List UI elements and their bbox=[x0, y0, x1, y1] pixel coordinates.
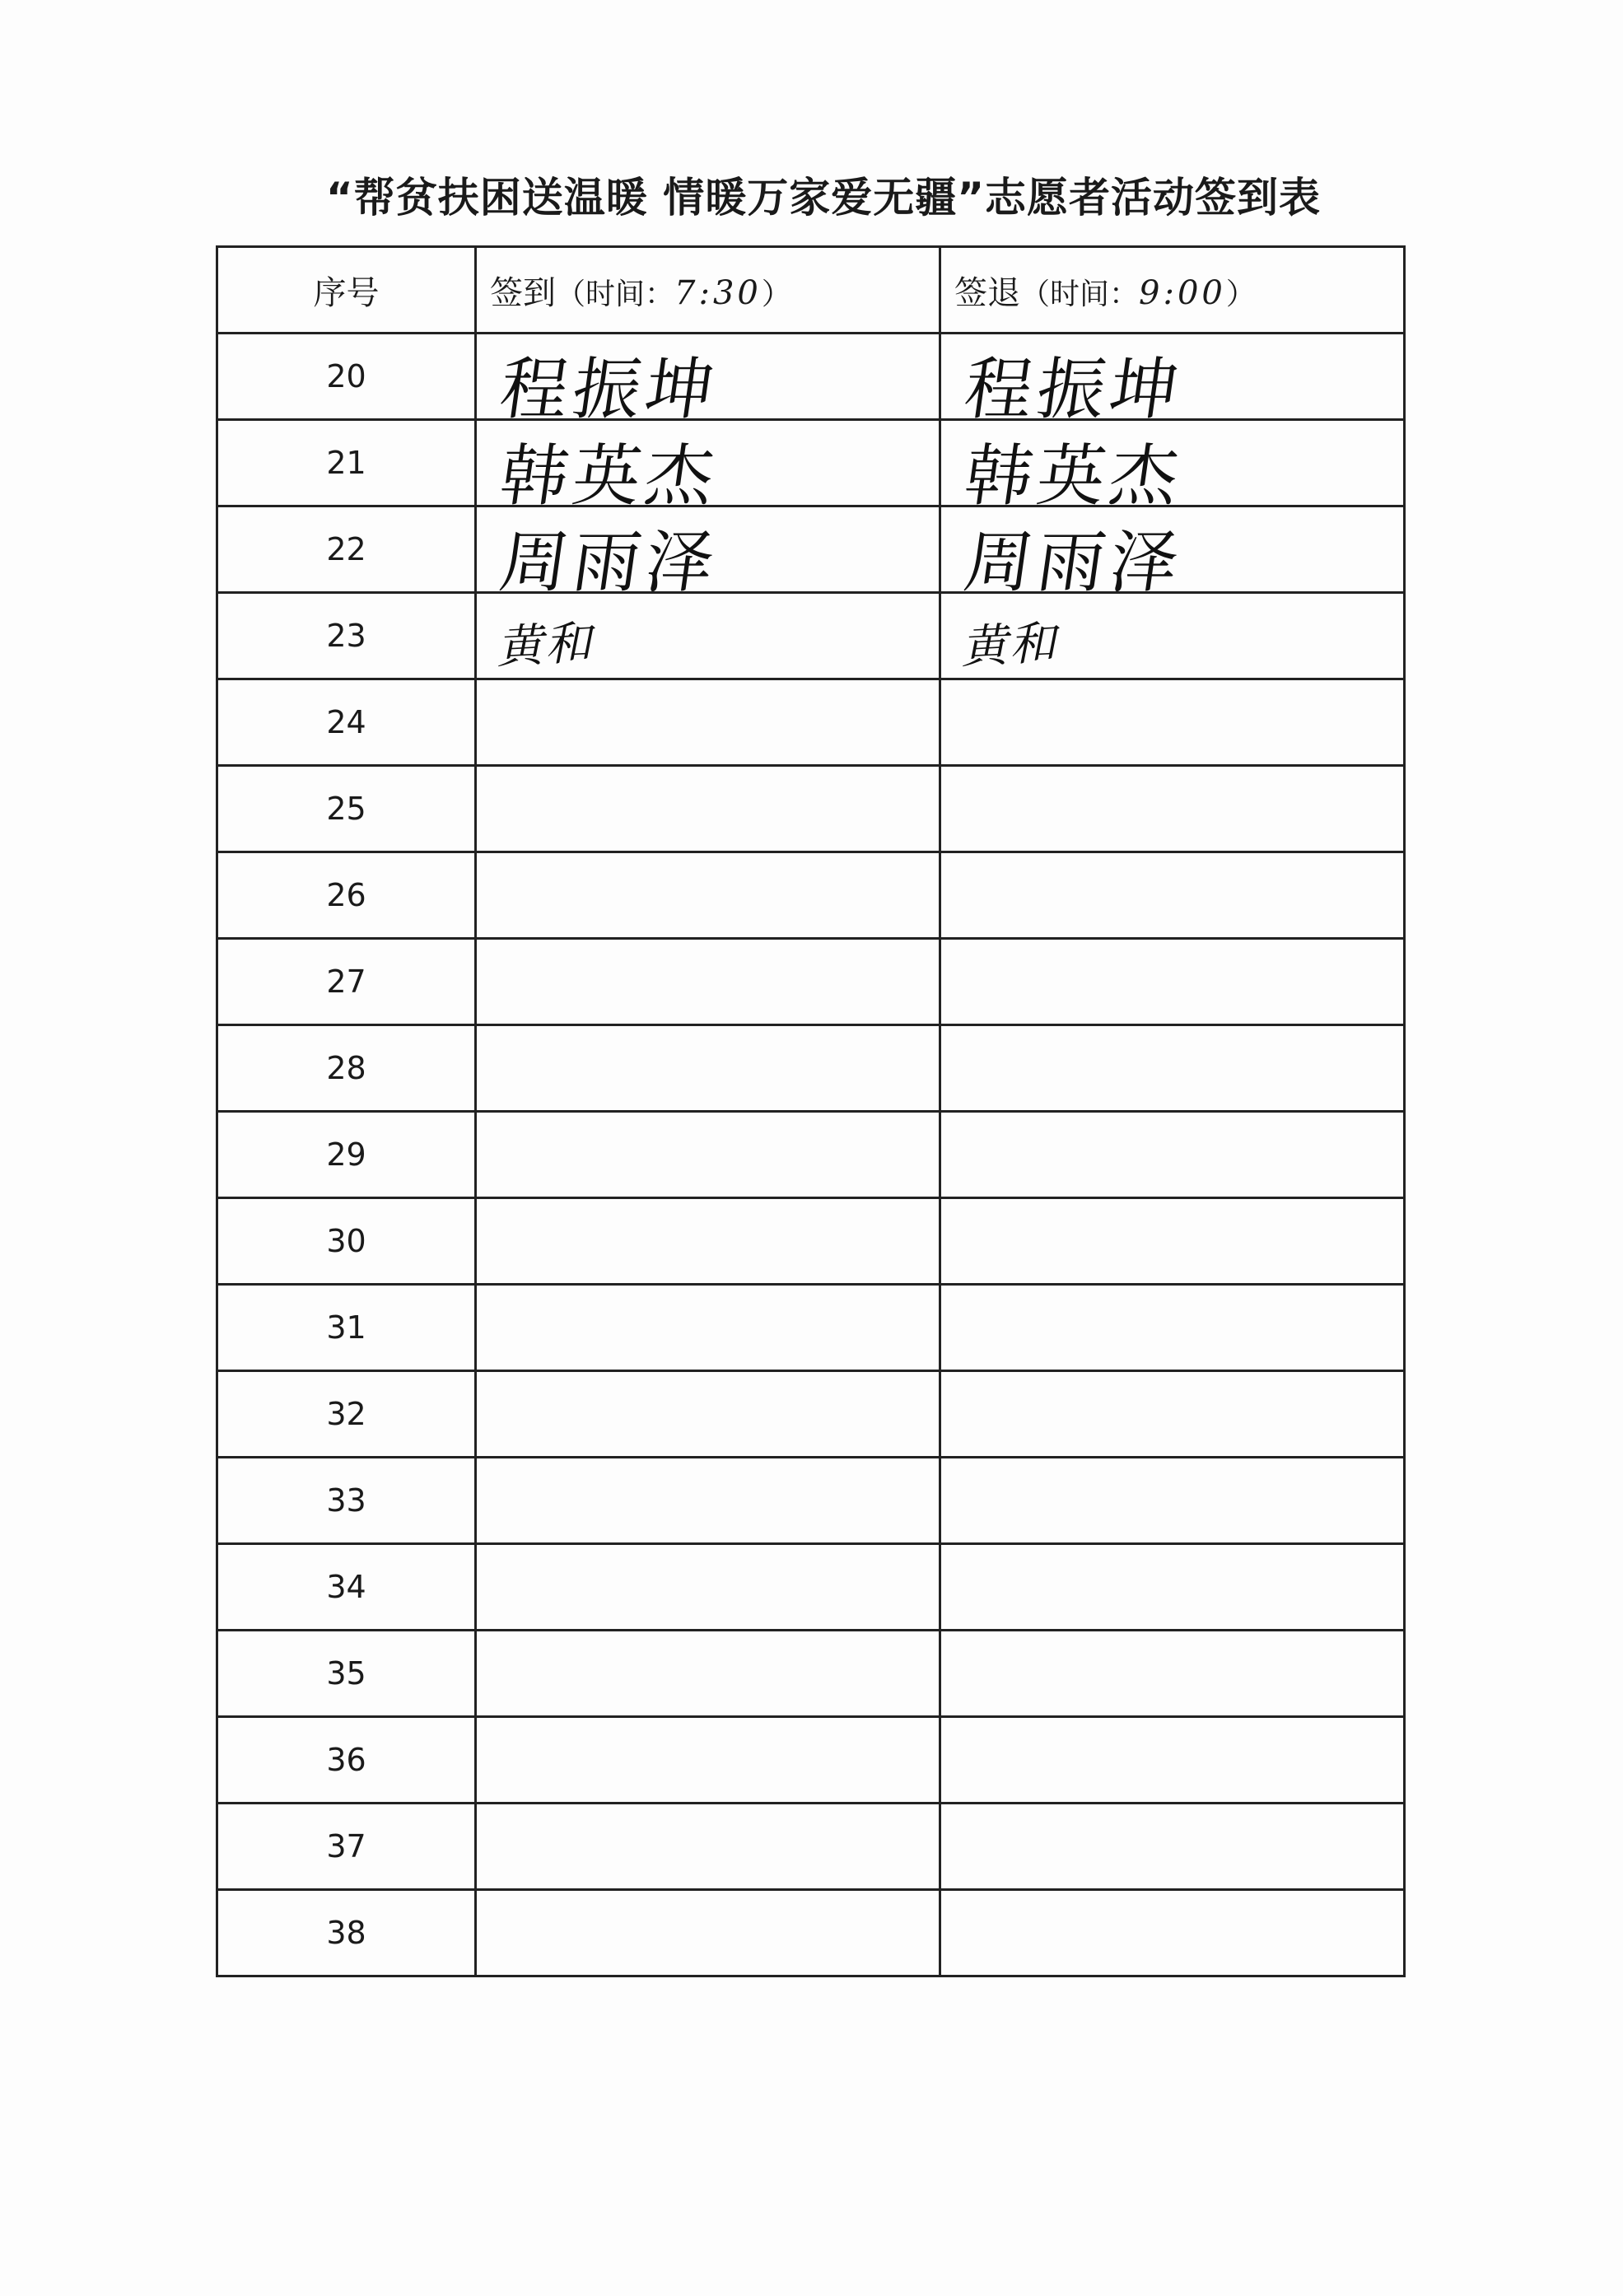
header-no: 序号 bbox=[217, 247, 476, 334]
header-signin bbox=[476, 247, 940, 334]
signin-cell bbox=[476, 1198, 940, 1285]
signout-signature: 周雨泽 bbox=[959, 524, 1188, 602]
signout-cell bbox=[940, 939, 1405, 1025]
signout-cell bbox=[940, 1544, 1405, 1631]
signin-cell bbox=[476, 766, 940, 852]
page-title: “帮贫扶困送温暖 情暖万家爱无疆”志愿者活动签到表 bbox=[325, 174, 1322, 222]
row-number: 28 bbox=[217, 1025, 476, 1112]
signout-signature: 黄和 bbox=[959, 616, 1067, 674]
table-row bbox=[217, 766, 1405, 852]
table-row bbox=[217, 420, 1405, 506]
row-number: 24 bbox=[217, 679, 476, 766]
table-row bbox=[217, 679, 1405, 766]
signout-cell bbox=[940, 506, 1405, 602]
row-number: 35 bbox=[217, 1631, 476, 1717]
header-signin-label: 签到 bbox=[490, 273, 556, 312]
header-signin-time: 7:30 bbox=[674, 273, 762, 312]
table-row bbox=[217, 506, 1405, 593]
signin-cell bbox=[476, 1285, 940, 1371]
signin-cell bbox=[476, 1804, 940, 1890]
header-signout bbox=[940, 247, 1405, 334]
signin-table bbox=[216, 245, 1406, 1977]
signin-cell bbox=[476, 420, 940, 516]
signin-cell bbox=[476, 1631, 940, 1717]
signin-cell bbox=[476, 1458, 940, 1544]
row-number: 23 bbox=[217, 593, 476, 679]
signin-signature: 程振坤 bbox=[495, 351, 724, 429]
signout-cell bbox=[940, 1631, 1405, 1717]
table-row bbox=[217, 1025, 1405, 1112]
table-body bbox=[217, 334, 1405, 1976]
table-row bbox=[217, 1890, 1405, 1976]
signout-cell bbox=[940, 1371, 1405, 1458]
signin-cell bbox=[476, 593, 940, 679]
table-header-row bbox=[217, 247, 1405, 334]
table-row bbox=[217, 1112, 1405, 1198]
signin-cell bbox=[476, 679, 940, 766]
signout-cell bbox=[940, 852, 1405, 939]
signin-cell bbox=[476, 506, 940, 602]
row-number: 32 bbox=[217, 1371, 476, 1458]
signin-cell bbox=[476, 852, 940, 939]
row-number: 33 bbox=[217, 1458, 476, 1544]
header-signout-time-suffix: ） bbox=[1225, 277, 1256, 311]
row-number: 36 bbox=[217, 1717, 476, 1804]
signin-signature: 韩英杰 bbox=[495, 437, 724, 516]
signin-signature: 黄和 bbox=[495, 616, 603, 674]
table-row bbox=[217, 1804, 1405, 1890]
row-number: 26 bbox=[217, 852, 476, 939]
row-number: 37 bbox=[217, 1804, 476, 1890]
row-number: 25 bbox=[217, 766, 476, 852]
table-row bbox=[217, 1371, 1405, 1458]
row-number: 38 bbox=[217, 1890, 476, 1976]
signout-cell bbox=[940, 679, 1405, 766]
signout-cell bbox=[940, 1890, 1405, 1976]
signout-cell bbox=[940, 766, 1405, 852]
header-signout-time-prefix: （时间： bbox=[1020, 277, 1140, 311]
signin-cell bbox=[476, 1112, 940, 1198]
signout-cell bbox=[940, 593, 1405, 679]
signout-cell bbox=[940, 334, 1405, 429]
signout-cell bbox=[940, 1025, 1405, 1112]
row-number: 27 bbox=[217, 939, 476, 1025]
header-signout-label: 签退 bbox=[954, 273, 1020, 312]
table-row bbox=[217, 1458, 1405, 1544]
table-row bbox=[217, 334, 1405, 420]
signin-cell bbox=[476, 1890, 940, 1976]
signout-signature: 韩英杰 bbox=[959, 437, 1188, 516]
signout-cell bbox=[940, 1458, 1405, 1544]
signin-cell bbox=[476, 939, 940, 1025]
signout-cell bbox=[940, 1717, 1405, 1804]
signout-cell bbox=[940, 1804, 1405, 1890]
table-row bbox=[217, 593, 1405, 679]
header-signin-time-suffix: ） bbox=[761, 277, 791, 311]
signout-cell bbox=[940, 1198, 1405, 1285]
row-number: 29 bbox=[217, 1112, 476, 1198]
row-number: 31 bbox=[217, 1285, 476, 1371]
row-number: 20 bbox=[217, 334, 476, 420]
table-row bbox=[217, 939, 1405, 1025]
header-signout-time: 9:00 bbox=[1139, 273, 1226, 312]
signout-cell bbox=[940, 420, 1405, 516]
signin-cell bbox=[476, 334, 940, 429]
signin-cell bbox=[476, 1544, 940, 1631]
signout-signature: 程振坤 bbox=[959, 351, 1188, 429]
signin-cell bbox=[476, 1025, 940, 1112]
row-number: 22 bbox=[217, 506, 476, 593]
signout-cell bbox=[940, 1285, 1405, 1371]
table-row bbox=[217, 1198, 1405, 1285]
row-number: 21 bbox=[217, 420, 476, 506]
row-number: 30 bbox=[217, 1198, 476, 1285]
row-number: 34 bbox=[217, 1544, 476, 1631]
signin-cell bbox=[476, 1371, 940, 1458]
header-signin-time-prefix: （时间： bbox=[556, 277, 675, 311]
table-row bbox=[217, 852, 1405, 939]
signin-signature: 周雨泽 bbox=[495, 524, 724, 602]
signin-cell bbox=[476, 1717, 940, 1804]
table-row bbox=[217, 1544, 1405, 1631]
signout-cell bbox=[940, 1112, 1405, 1198]
table-row bbox=[217, 1285, 1405, 1371]
table-row bbox=[217, 1631, 1405, 1717]
table-row bbox=[217, 1717, 1405, 1804]
